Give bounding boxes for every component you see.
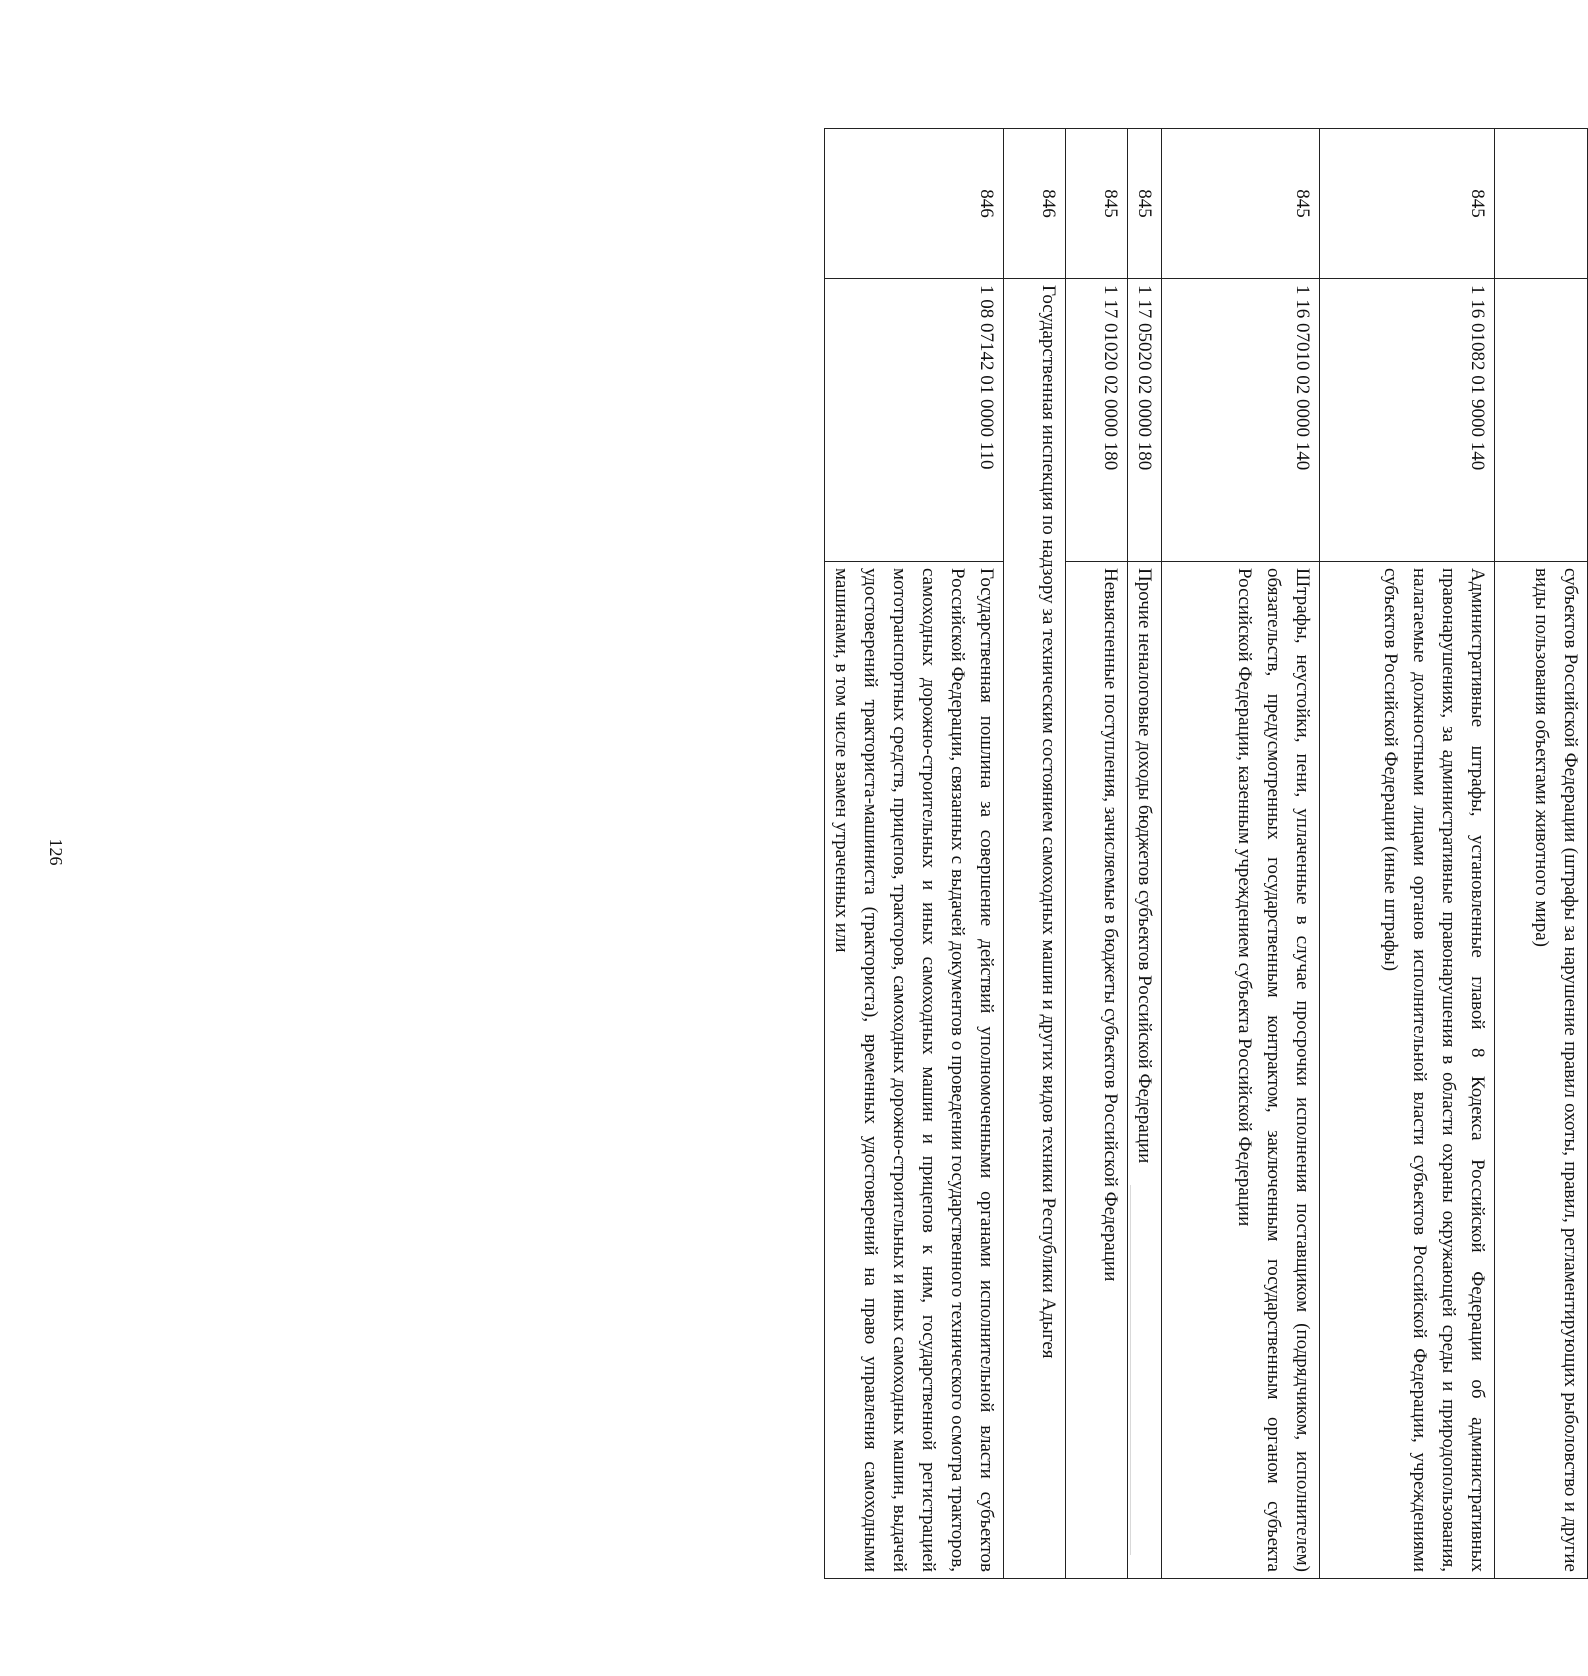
document-table [138,128,1581,1578]
admin-code-cell: 845 [1128,129,1162,279]
admin-code-cell: 846 [1004,129,1066,279]
admin-code-cell: 846 [825,129,1004,279]
description-cell: Прочие неналоговые доходы бюджетов субъектов Российской Федерации [1128,562,1162,1579]
page-number: 126 [46,838,66,866]
income-code-cell: 1 08 07142 01 0000 110 [825,279,1004,562]
table-row [1495,129,1588,1579]
admin-code-cell: 845 [1066,129,1128,279]
table-row [825,129,1004,1579]
table-row [1162,129,1320,1579]
income-code-cell [1495,279,1588,562]
admin-code-cell: 845 [1162,129,1320,279]
description-cell: Административные штрафы, установленные главой 8 Кодекса Российской Федерации об административных правонарушениях, за административные правонарушения в области охраны окружающей среды и природопользования, налагаемые должностными лицами органов исполнительной власти субъектов Российской Федерации, учреждениями субъектов Российской Федерации (иные штрафы) [1320,562,1495,1579]
income-code-cell: 1 17 05020 02 0000 180 [1128,279,1162,562]
income-code-cell: 1 16 07010 02 0000 140 [1162,279,1320,562]
table-row [1128,129,1162,1579]
description-cell: Штрафы, неустойки, пени, уплаченные в случае просрочки исполнения поставщиком (подрядчиком, исполнителем) обязательств, предусмотренных государственным контрактом, заключенным государственным органом субъекта Российской Федерации, казенным учреждением субъекта Российской Федерации [1162,562,1320,1579]
section-title-cell: Государственная инспекция по надзору за техническим состоянием самоходных машин и других видов техники Республики Адыгея [1004,279,1066,1579]
description-cell: Государственная пошлина за совершение действий уполномоченными органами исполнительной власти субъектов Российской Федерации, связанных с выдачей документов о проведении государственного технического осмотра тракторов, самоходных дорожно-строительных и иных самоходных машин и прицепов к ним, государственной регистрацией мототранспортных средств, прицепов, тракторов, самоходных дорожно-строительных и иных самоходных машин, выдачей удостоверений тракториста-машиниста (тракториста), временных удостоверений на право управления самоходными машинами, в том числе взамен утраченных или [825,562,1004,1579]
income-code-cell: 1 16 01082 01 9000 140 [1320,279,1495,562]
table-row [1066,129,1128,1579]
income-code-cell: 1 17 01020 02 0000 180 [1066,279,1128,562]
table-row [1320,129,1495,1579]
admin-code-cell: 845 [1320,129,1495,279]
description-cell: субъектов Российской Федерации (штрафы за нарушение правил охоты, правил, регламентирующих рыболовство и другие виды пользования объектами животного мира) [1495,562,1588,1579]
section-row [1004,129,1066,1579]
scan-edge-line [1130,1185,1131,1555]
description-cell: Невыясненные поступления, зачисляемые в бюджеты субъектов Российской Федерации [1066,562,1128,1579]
admin-code-cell [1495,129,1588,279]
